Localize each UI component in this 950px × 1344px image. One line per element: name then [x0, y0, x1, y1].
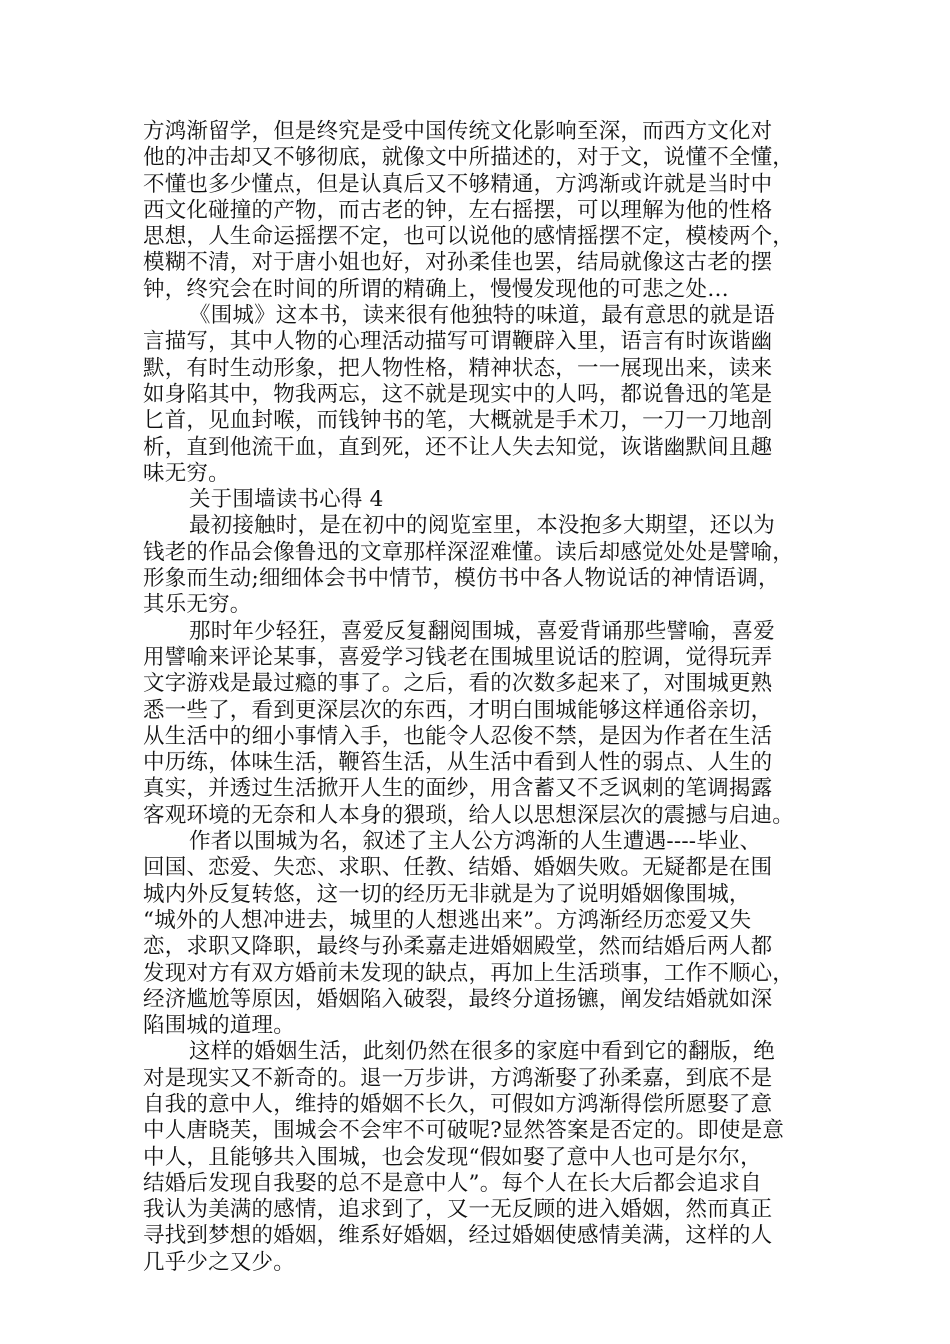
paragraph: [143, 119, 823, 303]
text-line: 恋，求职又降职，最终与孙柔嘉走进婚姻殿堂，然而结婚后两人都: [143, 934, 773, 960]
text-line: 悉一些了，看到更深层次的东西，才明白围城能够这样通俗亲切，: [143, 697, 773, 723]
text-line: 西文化碰撞的产物，而古老的钟，左右摇摆，可以理解为他的性格: [143, 197, 773, 223]
text-line: 我认为美满的感情，追求到了，又一无反顾的进入婚姻，然而真正: [143, 1197, 773, 1223]
text-line: 中历练，体味生活，鞭笞生活，从生活中看到人性的弱点、人生的: [143, 750, 773, 776]
paragraph: [143, 619, 823, 829]
text-line: 味无穷。: [143, 460, 230, 486]
text-line: 析，直到他流干血，直到死，还不让人失去知觉，诙谐幽默间且趣: [143, 434, 773, 460]
text-line: 那时年少轻狂，喜爱反复翻阅围城，喜爱背诵那些譬喻，喜爱: [189, 618, 775, 644]
text-line: 对是现实又不新奇的。退一万步讲，方鸿渐娶了孙柔嘉，到底不是: [143, 1065, 773, 1091]
text-line: 思想，人生命运摇摆不定，也可以说他的感情摇摆不定，模棱两个，: [143, 224, 795, 250]
text-line: 发现对方有双方婚前未发现的缺点，再加上生活琐事，工作不顺心，: [143, 960, 795, 986]
text-line: 形象而生动;细细体会书中情节，模仿书中各人物说话的神情语调，: [143, 566, 780, 592]
text-line: 作者以围城为名，叙述了主人公方鸿渐的人生遭遇----毕业、: [189, 829, 762, 855]
text-line: 客观环境的无奈和人本身的猥琐，给人以思想深层次的震撼与启迪。: [143, 802, 795, 828]
text-line: 方鸿渐留学，但是终究是受中国传统文化影响至深，而西方文化对: [143, 119, 773, 144]
text-line: 不懂也多少懂点，但是认真后又不够精通，方鸿渐或许就是当时中: [143, 171, 773, 197]
text-line: 匕首，见血封喉，而钱钟书的笔，大概就是手术刀，一刀一刀地剖: [143, 408, 773, 434]
text-line: 其乐无穷。: [143, 592, 252, 618]
text-line: 陷围城的道理。: [143, 1013, 295, 1039]
text-line: 自我的意中人，维持的婚姻不长久，可假如方鸿渐得偿所愿娶了意: [143, 1091, 773, 1117]
text-line: 钱老的作品会像鲁迅的文章那样深涩难懂。读后却感觉处处是譬喻，: [143, 539, 795, 565]
text-line: 寻找到梦想的婚姻，维系好婚姻，经过婚姻使感情美满，这样的人: [143, 1223, 773, 1249]
text-line: 模糊不清，对于唐小姐也好，对孙柔佳也罢，结局就像这古老的摆: [143, 250, 773, 276]
text-line: 几乎少之又少。: [143, 1249, 295, 1275]
text-line: 真实，并透过生活掀开人生的面纱，用含蓄又不乏讽刺的笔调揭露: [143, 776, 773, 802]
text-line: 回国、恋爱、失恋、求职、任教、结婚、婚姻失败。无疑都是在围: [143, 855, 773, 881]
text-line: 这样的婚姻生活，此刻仍然在很多的家庭中看到它的翻版，绝: [189, 1039, 775, 1065]
text-line: “城外的人想冲进去，城里的人想逃出来”。方鸿渐经历恋爱又失: [143, 907, 752, 933]
text-line: 他的冲击却又不够彻底，就像文中所描述的，对于文，说懂不全懂，: [143, 145, 795, 171]
text-line: 中人唐晓芙，围城会不会牢不可破呢?显然答案是否定的。即使是意: [143, 1118, 785, 1144]
text-line: 最初接触时，是在初中的阅览室里，本没抱多大期望，还以为: [189, 513, 775, 539]
text-line: 中人，且能够共入围城，也会发现“假如娶了意中人也可是尔尔，: [143, 1144, 762, 1170]
text-line: 文字游戏是最过瘾的事了。之后，看的次数多起来了，对围城更熟: [143, 671, 773, 697]
section-heading-text: 关于围墙读书心得 4: [189, 487, 384, 513]
paragraph: [143, 513, 823, 618]
text-line: 默，有时生动形象，把人物性格，精神状态，一一展现出来，读来: [143, 355, 773, 381]
text-line: 从生活中的细小事情入手，也能令人忍俊不禁，是因为作者在生活: [143, 723, 773, 749]
text-line: 言描写，其中人物的心理活动描写可谓鞭辟入里，语言有时诙谐幽: [143, 329, 773, 355]
text-line: 城内外反复转悠，这一切的经历无非就是为了说明婚姻像围城，: [143, 881, 751, 907]
paragraph: [143, 829, 823, 1039]
paragraph: [143, 1039, 823, 1276]
paragraph: [143, 303, 823, 487]
text-line: 用譬喻来评论某事，喜爱学习钱老在围城里说话的腔调，觉得玩弄: [143, 644, 773, 670]
text-line: 经济尴尬等原因，婚姻陷入破裂，最终分道扬镳，阐发结婚就如深: [143, 986, 773, 1012]
text-line: 《围城》这本书，读来很有他独特的味道，最有意思的就是语: [189, 303, 775, 329]
document-page: [143, 119, 823, 1276]
text-line: 如身陷其中，物我两忘，这不就是现实中的人吗，都说鲁迅的笔是: [143, 381, 773, 407]
text-line: 结婚后发现自我娶的总不是意中人”。每个人在长大后都会追求自: [143, 1170, 762, 1196]
text-line: 钟，终究会在时间的所谓的精确上，慢慢发现他的可悲之处…: [143, 276, 729, 302]
section-heading: [143, 487, 823, 513]
